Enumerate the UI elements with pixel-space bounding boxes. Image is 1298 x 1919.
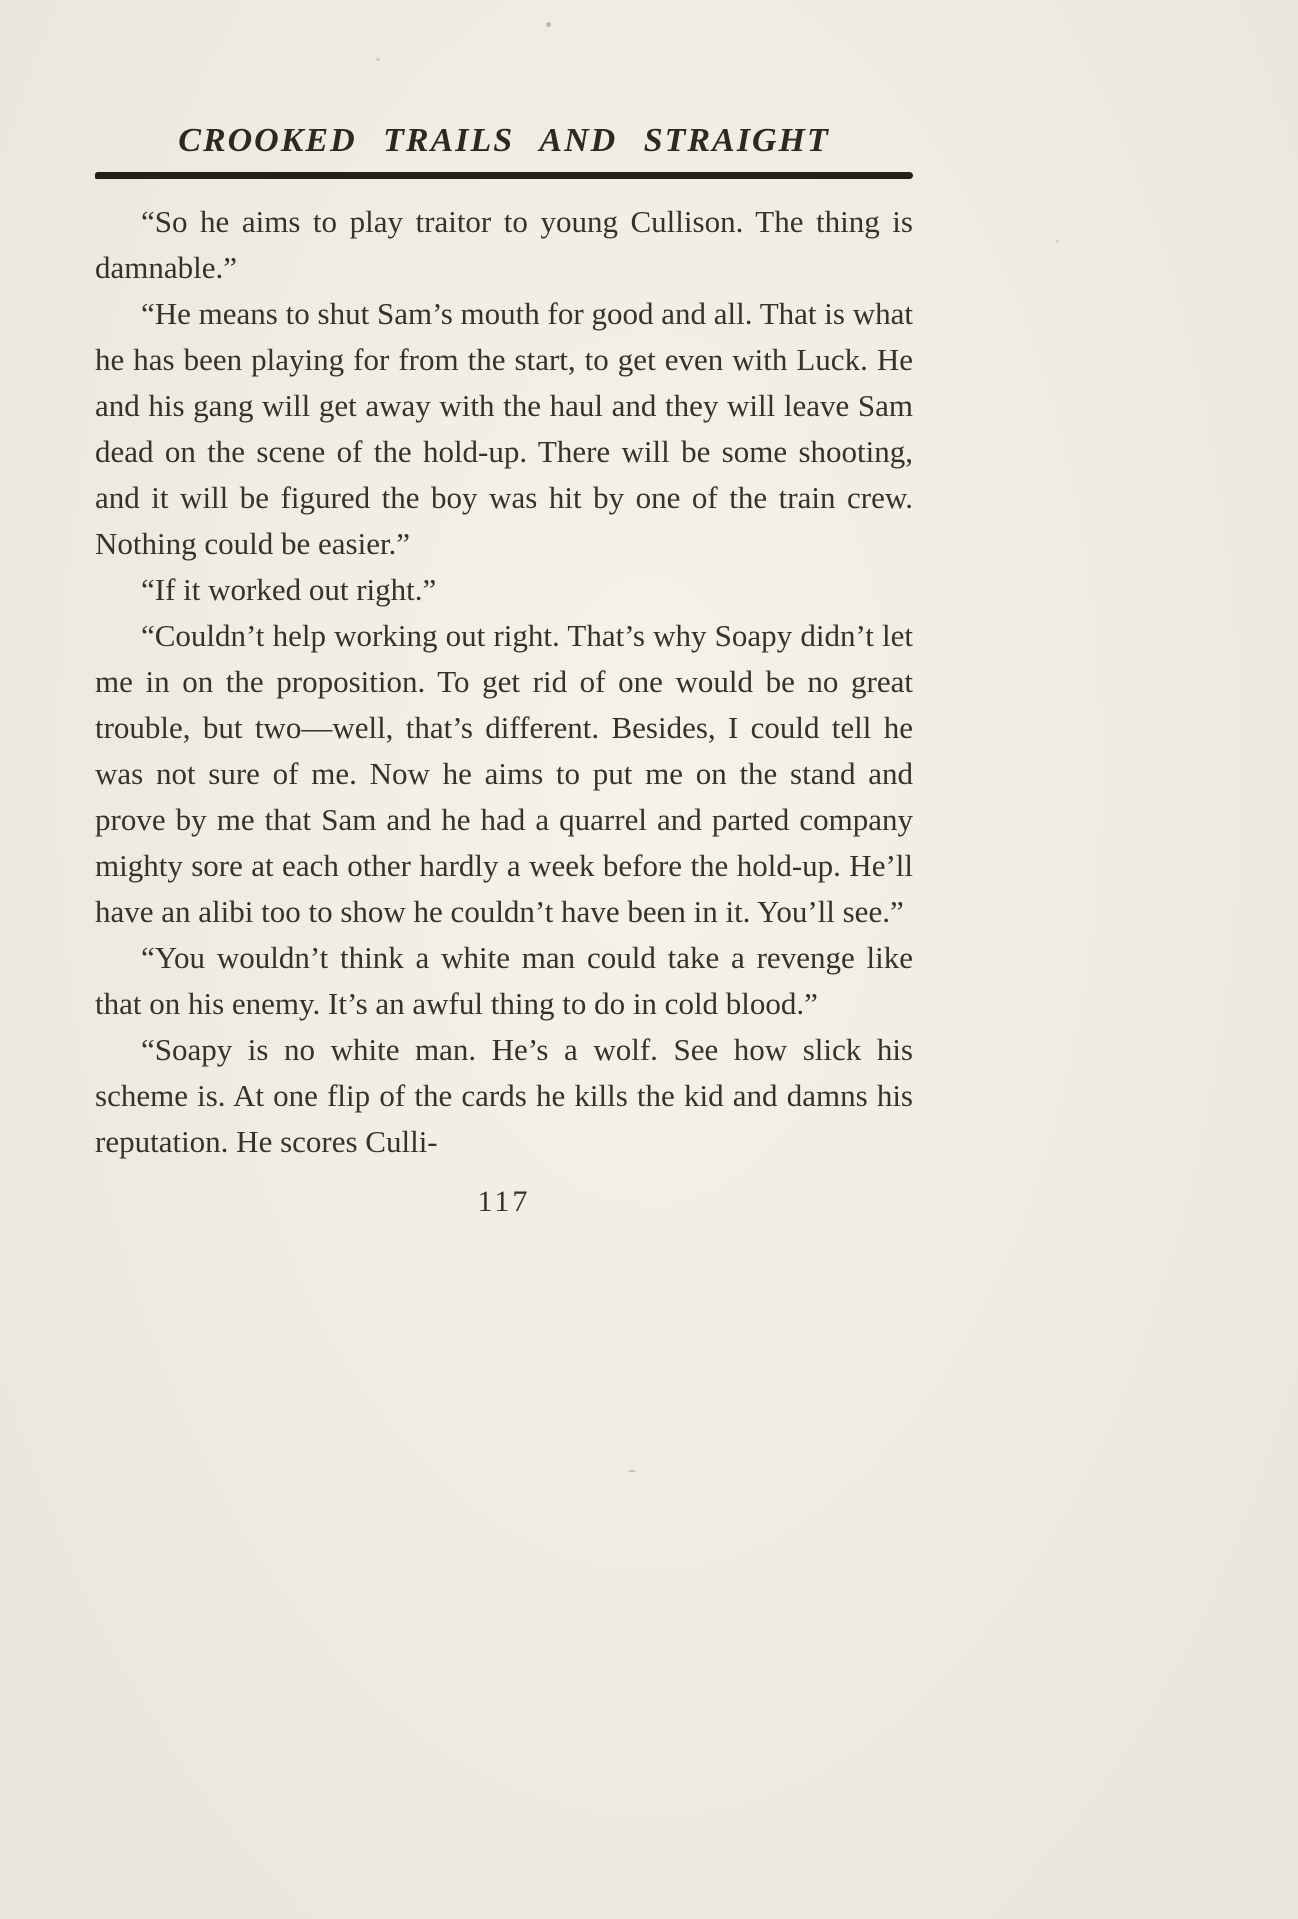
paragraph: “If it worked out right.” — [141, 572, 437, 607]
scan-speck — [546, 22, 551, 27]
paragraph: “Soapy is no white man. He’s a wolf. See how slick his scheme is. At one flip of the cards he kills the kid and damns his reputation. He scores Culli- — [95, 1032, 913, 1159]
paragraph: “You wouldn’t think a white man could take a revenge like that on his enemy. It’s an awful thing to do in cold blood.” — [95, 940, 913, 1021]
paragraph: “He means to shut Sam’s mouth for good and all. That is what he has been playing for from the start, to get even with Luck. He and his gang will get away with the haul and they will leave Sam dead on the scene of the hold-up. There will be some shooting, and it will be figured the boy was hit by one of the train crew. Nothing could be easier.” — [95, 296, 913, 561]
header-rule-divider — [95, 172, 913, 179]
paragraph: “Couldn’t help working out right. That’s why Soapy didn’t let me in on the proposition. To get rid of one would be no great trouble, but two—well, that’s different. Besides, I could tell he was not sure of me. Now he aims to put me on the stand and prove by me that Sam and he had a quarrel and parted company mighty sore at each other hardly a week before the hold-up. He’ll have an alibi too to show he couldn’t have been in it. You’ll see.” — [95, 618, 913, 929]
scan-speck — [1056, 240, 1059, 243]
scan-speck — [376, 58, 380, 61]
paragraph: “So he aims to play traitor to young Cullison. The thing is damnable.” — [95, 204, 913, 285]
page-number: 117 — [477, 1185, 531, 1218]
book-page — [95, 122, 913, 1219]
running-header-title: CROOKED TRAILS AND STRAIGHT — [178, 122, 830, 159]
scan-speck — [628, 1470, 636, 1472]
page-body-text — [95, 199, 913, 1165]
